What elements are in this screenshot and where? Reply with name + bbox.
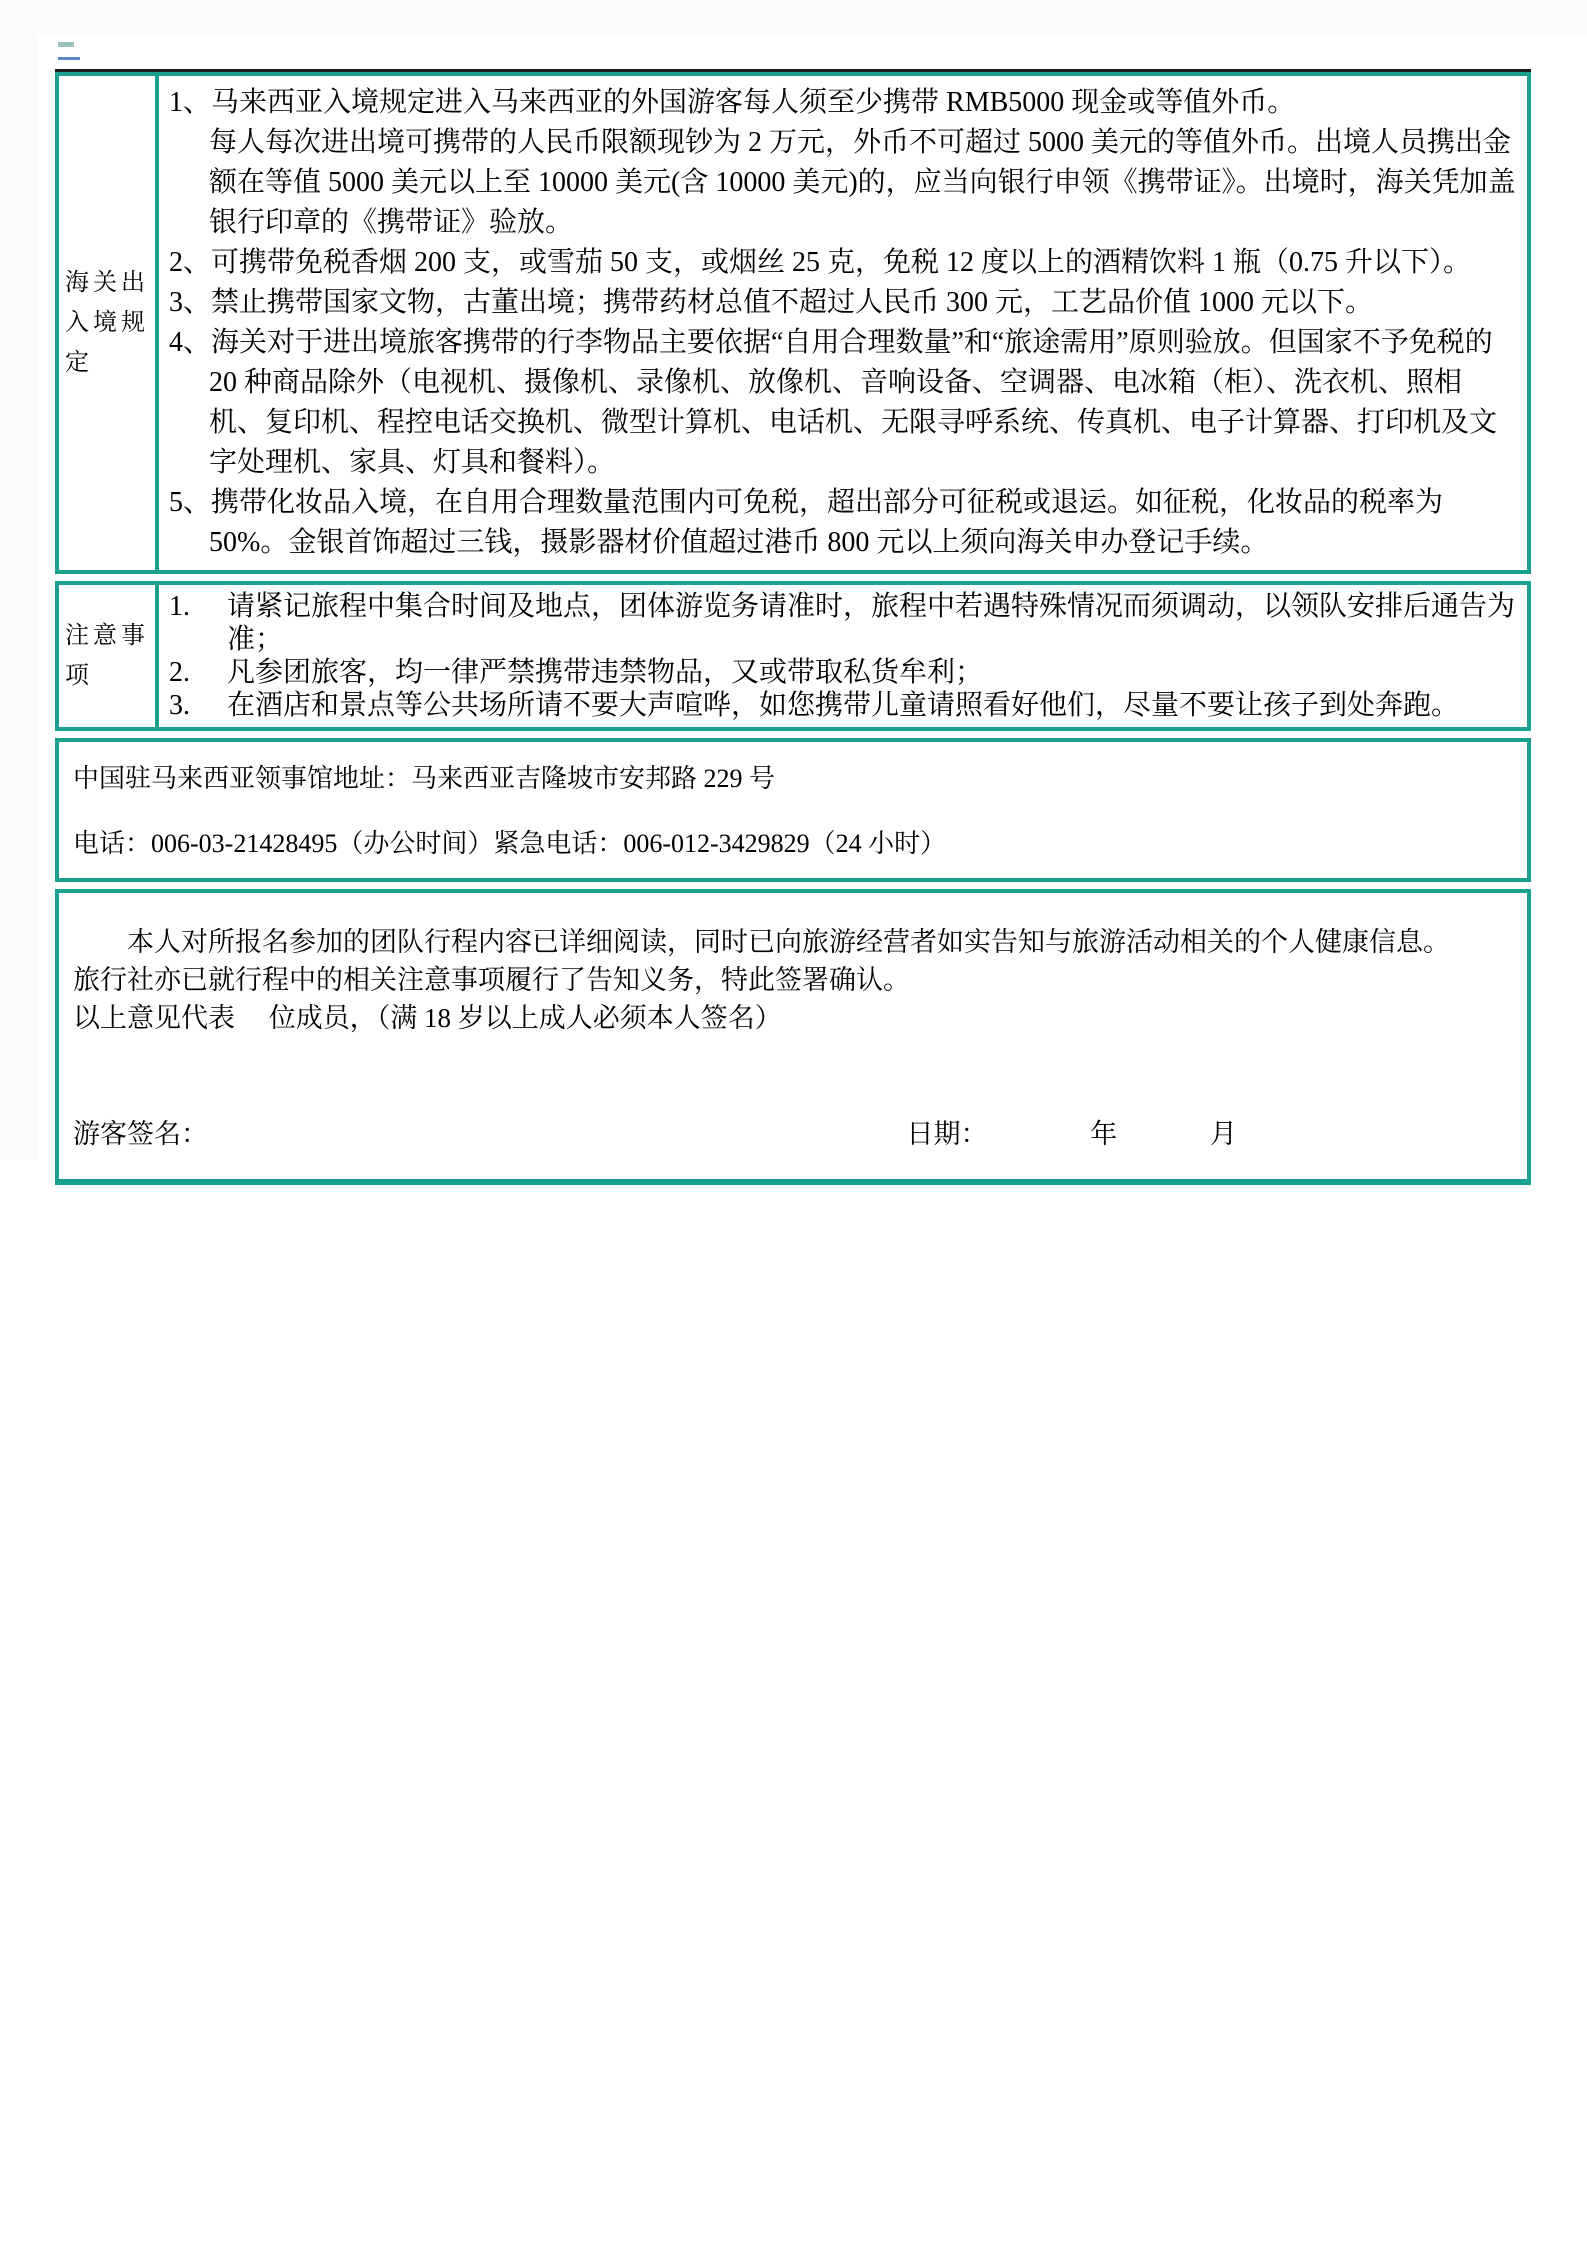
anchor-artifact-dash	[58, 57, 80, 60]
item-number: 4、	[169, 327, 212, 358]
cursor-artifact-dash	[58, 42, 74, 47]
page-edge-shade-left	[0, 0, 38, 1160]
notes-row-header	[59, 585, 159, 727]
item-number: 1、	[169, 87, 212, 118]
item-text: 携带化妆品入境，在自用合理数量范围内可免税，超出部分可征税或退运。如征税，化妆品的税率为 50%。金银首饰超过三钱，摄影器材价值超过港币 800 元以上须向海关申办登记手续。	[209, 487, 1444, 558]
item-number: 2.	[169, 657, 190, 688]
item-text: 凡参团旅客，均一律严禁携带违禁物品，又或带取私货牟利；	[227, 657, 984, 688]
declaration-paragraph: 本人对所报名参加的团队行程内容已详细阅读，同时已向旅游经营者如实告知与旅游活动相关的个人健康信息。	[127, 927, 1450, 957]
item-number: 3.	[169, 690, 190, 721]
notes-item	[169, 656, 1517, 689]
customs-content	[159, 76, 1527, 570]
signature-row	[73, 1115, 1513, 1153]
item-text: 在酒店和景点等公共场所请不要大声喧哗，如您携带儿童请照看好他们，尽量不要让孩子到处奔跑。	[227, 690, 1460, 721]
date-fields	[907, 1115, 1238, 1153]
item-text: 每人每次进出境可携带的人民币限额现钞为 2 万元，外币不可超过 5000 美元的等值外币。出境人员携出金额在等值 5000 美元以上至 10000 美元(含 10000 美元)的，应当向银行申领《携带证》。出境时，海关凭加盖银行印章的《携带证》验放。	[209, 127, 1516, 238]
item-number: 1.	[169, 591, 190, 622]
customs-item	[169, 83, 1517, 243]
consulate-address: 中国驻马来西亚领事馆地址：马来西亚吉隆坡市安邦路 229 号	[73, 764, 776, 793]
page-edge-shade-top	[0, 0, 1587, 34]
customs-row-header-label: 海关出入境规定	[65, 270, 149, 376]
notes-row-header-label: 注意事项	[65, 623, 149, 689]
customs-row-header	[59, 76, 159, 570]
customs-item	[169, 243, 1517, 283]
item-number: 3、	[169, 287, 212, 318]
notes-item	[169, 689, 1517, 722]
declaration-paragraph: 旅行社亦已就行程中的相关注意事项履行了告知义务，特此签署确认。	[73, 965, 910, 995]
consulate-phone: 电话：006-03-21428495（办公时间）紧急电话：006-012-3429829（24 小时）	[73, 829, 947, 858]
item-text: 请紧记旅程中集合时间及地点，团体游览务请准时，旅程中若遇特殊情况而须调动，以领队安排后通告为准；	[227, 591, 1516, 655]
notes-section	[55, 581, 1531, 731]
item-text: 马来西亚入境规定进入马来西亚的外国游客每人须至少携带 RMB5000 现金或等值外币。	[211, 87, 1296, 118]
date-label: 日期：	[906, 1119, 988, 1149]
notes-item	[169, 590, 1517, 656]
declaration-section	[55, 889, 1531, 1185]
customs-item	[169, 323, 1517, 483]
item-number: 2、	[169, 247, 212, 278]
consulate-section	[55, 738, 1531, 882]
customs-item	[169, 483, 1517, 563]
month-label: 月	[1210, 1119, 1237, 1149]
document-sheet	[55, 42, 1531, 1192]
notes-content	[159, 585, 1527, 727]
customs-item	[169, 283, 1517, 323]
tourist-signature-label: 游客签名：	[73, 1119, 208, 1149]
year-label: 年	[1090, 1119, 1118, 1149]
customs-section	[55, 72, 1531, 574]
item-text: 海关对于进出境旅客携带的行李物品主要依据“自用合理数量”和“旅途需用”原则验放。但国家不予免税的 20 种商品除外（电视机、摄像机、录像机、放像机、音响设备、空调器、电冰箱（柜）、洗衣机、照相机、复印机、程控电话交换机、微型计算机、电话机、无限寻呼系统、传真机、电子计算器、打印机及文字处理机、家具、灯具和餐料）。	[209, 327, 1498, 478]
declaration-member-count-line: 以上意见代表 位成员，（满 18 岁以上成人必须本人签名）	[73, 1003, 782, 1033]
item-text: 可携带免税香烟 200 支，或雪茄 50 支，或烟丝 25 克，免税 12 度以上的酒精饮料 1 瓶（0.75 升以下）。	[211, 247, 1472, 278]
item-text: 禁止携带国家文物，古董出境；携带药材总值不超过人民币 300 元，工艺品价值 1000 元以下。	[211, 287, 1374, 318]
item-number: 5、	[169, 487, 212, 518]
